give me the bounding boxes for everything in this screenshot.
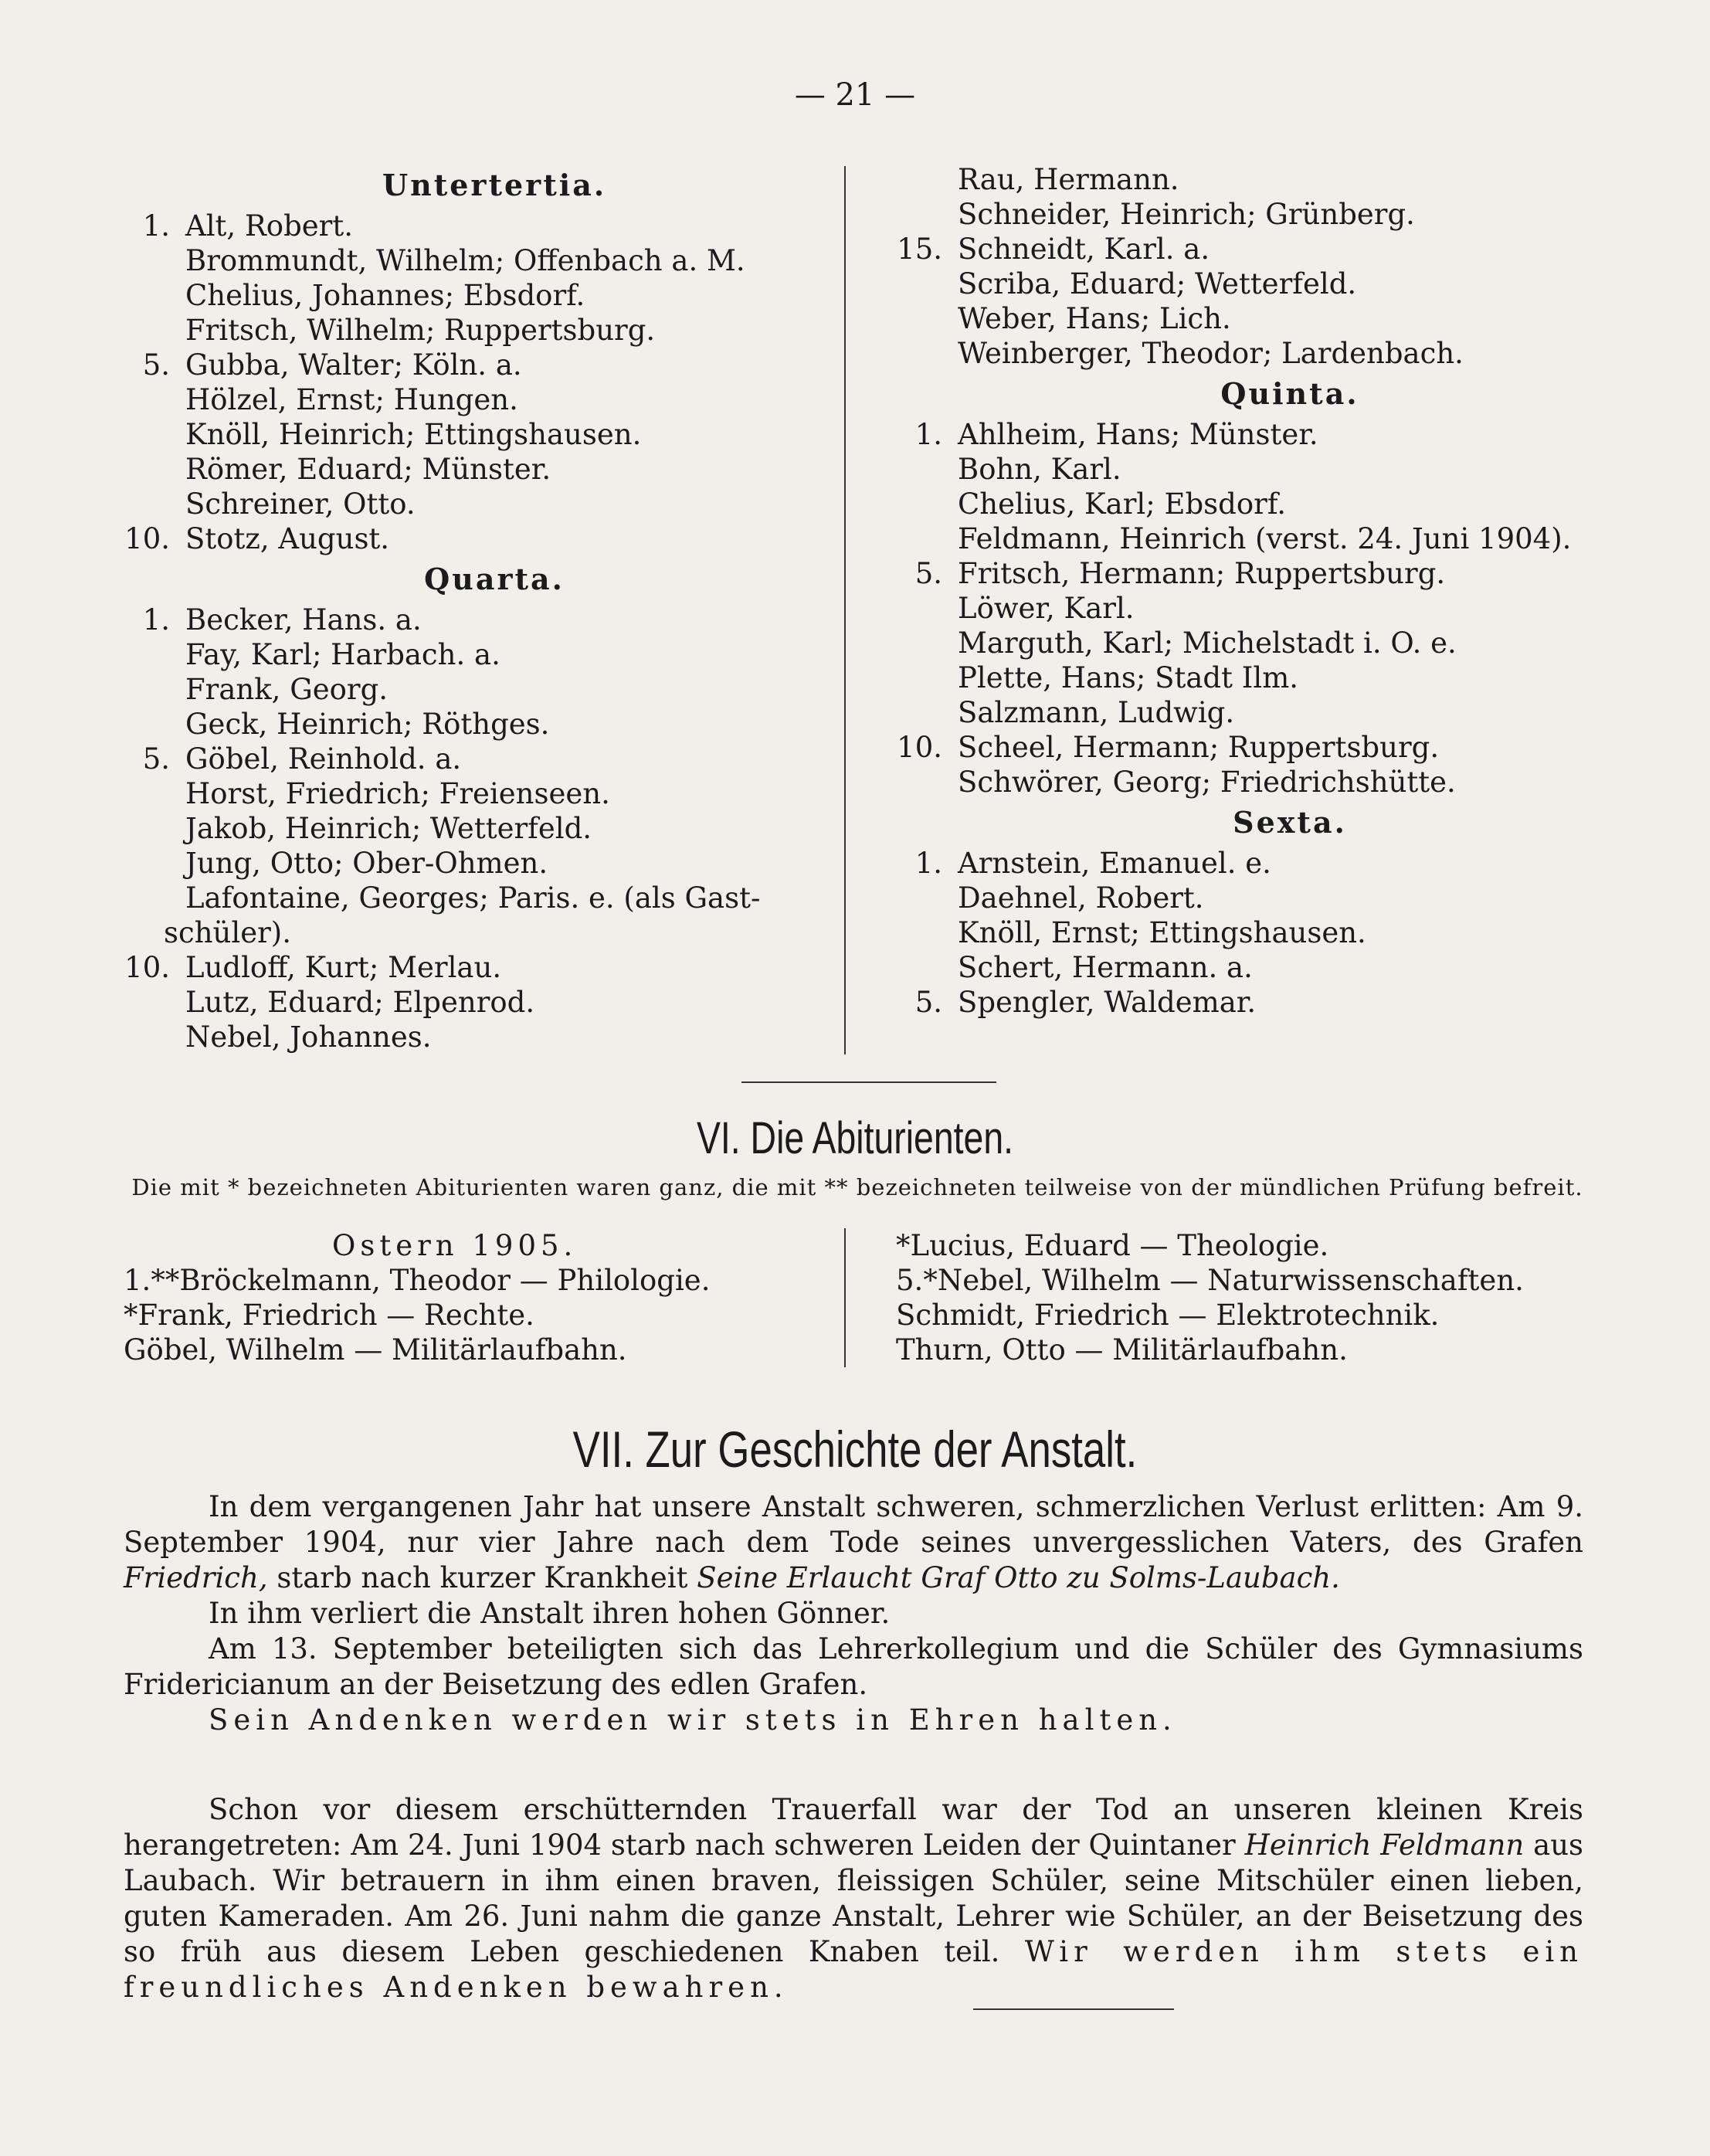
entry-number: 1. xyxy=(142,209,170,243)
entry-text: Weber, Hans; Lich. xyxy=(958,302,1231,335)
graduate-entry xyxy=(124,1298,819,1333)
paragraph-funeral: Am 13. September beteiligten sich das Lehrerkollegium und die Schüler des Gymnasiums Fridericianum an der Beisetzung des edlen Grafen. xyxy=(124,1632,1583,1701)
student-entry xyxy=(124,846,819,881)
name-graf-otto: Seine Erlaucht Graf Otto zu Solms-Laubach. xyxy=(697,1561,1340,1594)
heading-untertertia: Untertertia. xyxy=(382,168,607,202)
entry-number: 5. xyxy=(142,348,170,382)
entry-text: Horst, Friedrich; Freienseen. xyxy=(185,777,610,810)
section-title-abiturienten: VI. Die Abiturienten. xyxy=(696,1113,1014,1163)
entry-text: Chelius, Johannes; Ebsdorf. xyxy=(185,279,585,312)
entry-number: 1. xyxy=(124,1264,151,1297)
entry-text: Fritsch, Wilhelm; Ruppertsburg. xyxy=(185,314,656,347)
entry-text: Fritsch, Hermann; Ruppertsburg. xyxy=(958,557,1446,590)
entry-text: Schneidt, Karl. a. xyxy=(958,233,1210,266)
entry-text: Schwörer, Georg; Friedrichshütte. xyxy=(958,766,1456,799)
paragraph-memory: Sein Andenken werden wir stets in Ehren halten. xyxy=(209,1703,1177,1737)
student-entry xyxy=(896,660,1637,695)
column-divider xyxy=(844,166,846,1054)
entry-text: Scriba, Eduard; Wetterfeld. xyxy=(958,267,1357,300)
entry-number: 1. xyxy=(914,418,942,451)
graduate-entry xyxy=(124,1263,819,1298)
entry-text: Ahlheim, Hans; Münster. xyxy=(958,418,1318,451)
name-heinrich-feldmann: Heinrich Feldmann xyxy=(1244,1828,1525,1862)
entry-text: Geck, Heinrich; Röthges. xyxy=(185,708,550,741)
entry-text: Jung, Otto; Ober-Ohmen. xyxy=(185,847,548,880)
student-entry xyxy=(124,950,819,985)
student-entry xyxy=(896,695,1637,730)
entry-text: Schneider, Heinrich; Grünberg. xyxy=(958,198,1415,231)
paragraph-loss-text: In dem vergangenen Jahr hat unsere Anstalt schweren, schmerzlichen Verlust erlitten: Am 9. September 1904, nur vier Jahre nach dem Tode seines unvergesslichen Vaters, des Grafen xyxy=(124,1490,1583,1559)
student-entry xyxy=(124,313,819,348)
graduate-entry xyxy=(896,1298,1637,1333)
student-entry xyxy=(124,603,819,637)
student-entry xyxy=(124,487,819,521)
student-entry xyxy=(896,197,1637,232)
entry-text: Knöll, Heinrich; Ettingshausen. xyxy=(185,418,642,451)
exam-term: Ostern 1905. xyxy=(332,1229,578,1262)
abiturienten-left xyxy=(124,1228,819,1367)
abiturienten-right-list xyxy=(896,1228,1637,1367)
student-entry xyxy=(124,985,819,1020)
entry-number: 15. xyxy=(897,233,942,266)
entry-text: Arnstein, Emanuel. e. xyxy=(958,847,1271,880)
student-entry xyxy=(124,915,819,950)
student-entry xyxy=(896,985,1637,1020)
student-entry xyxy=(896,521,1637,556)
paragraph-feldmann-text: Schon vor diesem erschütternden Trauerfall war der Tod an unseren kleinen Kreis herangetreten: Am 24. Juni 1904 starb nach schweren Leiden der Quintaner xyxy=(124,1793,1583,1862)
entry-text: Hölzel, Ernst; Hungen. xyxy=(185,383,518,416)
left-column xyxy=(124,162,819,1054)
student-entry xyxy=(896,417,1637,452)
entry-text: **Bröckelmann, Theodor — Philologie. xyxy=(151,1264,711,1297)
graduate-entry xyxy=(896,1333,1637,1367)
entry-number: 10. xyxy=(124,522,170,555)
entry-text: Brommundt, Wilhelm; Offenbach a. M. xyxy=(185,244,745,277)
student-entry xyxy=(124,776,819,811)
entry-text: *Nebel, Wilhelm — Naturwissenschaften. xyxy=(923,1264,1524,1297)
entry-text: Frank, Georg. xyxy=(185,673,388,706)
entry-text: Bohn, Karl. xyxy=(958,453,1121,486)
entry-text: Fay, Karl; Harbach. a. xyxy=(185,638,500,671)
entry-text: Lutz, Eduard; Elpenrod. xyxy=(185,986,535,1019)
student-entry xyxy=(124,881,819,915)
student-entry xyxy=(896,881,1637,915)
entry-text: Scheel, Hermann; Ruppertsburg. xyxy=(958,731,1440,764)
student-entry xyxy=(124,243,819,278)
student-entry xyxy=(124,637,819,672)
student-entry xyxy=(124,707,819,742)
heading-quarta: Quarta. xyxy=(424,562,565,596)
untertertia-list xyxy=(124,209,819,556)
student-entry xyxy=(896,730,1637,765)
entry-text: Alt, Robert. xyxy=(185,209,353,243)
heading-quinta: Quinta. xyxy=(1220,376,1359,411)
abiturienten-divider xyxy=(844,1228,846,1367)
entry-text: *Lucius, Eduard — Theologie. xyxy=(896,1229,1329,1262)
entry-text: Jakob, Heinrich; Wetterfeld. xyxy=(185,812,592,845)
entry-text: Göbel, Wilhelm — Militärlaufbahn. xyxy=(124,1333,627,1367)
entry-text: Spengler, Waldemar. xyxy=(958,986,1257,1019)
entry-number: 5. xyxy=(914,557,942,590)
entry-text: Ludloff, Kurt; Merlau. xyxy=(185,951,502,984)
entry-text: Gubba, Walter; Köln. a. xyxy=(185,348,522,382)
student-entry xyxy=(124,521,819,556)
entry-text: Schreiner, Otto. xyxy=(185,487,416,521)
entry-text: Stotz, August. xyxy=(185,522,390,555)
student-entry xyxy=(124,742,819,776)
entry-text: Weinberger, Theodor; Lardenbach. xyxy=(958,337,1464,370)
abiturienten-note: Die mit * bezeichneten Abiturienten waren ganz, die mit ** bezeichneten teilweise von der mündlichen Prüfung befreit. xyxy=(131,1174,1583,1200)
paragraph-patron: In ihm verliert die Anstalt ihren hohen Gönner. xyxy=(209,1597,891,1630)
entry-number: 1. xyxy=(142,603,170,637)
entry-text: Göbel, Reinhold. a. xyxy=(185,742,462,776)
name-friedrich: Friedrich, xyxy=(124,1561,268,1594)
student-entry xyxy=(896,162,1637,197)
entry-text: Nebel, Johannes. xyxy=(185,1020,432,1054)
untertertia-continued-list xyxy=(896,162,1637,371)
entry-text: Becker, Hans. a. xyxy=(185,603,422,637)
student-entry xyxy=(124,382,819,417)
paragraph-loss xyxy=(124,1489,1583,1596)
quinta-list xyxy=(896,417,1637,800)
entry-text: Lafontaine, Georges; Paris. e. (als Gast- xyxy=(185,881,761,915)
student-entry xyxy=(896,336,1637,371)
entry-number: 5. xyxy=(896,1264,924,1297)
entry-number: 1. xyxy=(914,847,942,880)
quarta-list xyxy=(124,603,819,1054)
heading-sexta: Sexta. xyxy=(1233,805,1347,840)
entry-number: 10. xyxy=(124,951,170,984)
end-rule xyxy=(973,2008,1174,2010)
student-entry xyxy=(124,452,819,487)
student-entry xyxy=(124,672,819,707)
paragraph-feldmann xyxy=(124,1792,1583,2005)
entry-text: Löwer, Karl. xyxy=(958,592,1135,625)
entry-number: 10. xyxy=(897,731,942,764)
student-entry xyxy=(896,846,1637,881)
student-entry xyxy=(124,811,819,846)
entry-text: Schmidt, Friedrich — Elektrotechnik. xyxy=(896,1299,1440,1332)
page-number: — 21 — xyxy=(794,77,916,113)
entry-text: Knöll, Ernst; Ettingshausen. xyxy=(958,916,1366,949)
student-entry xyxy=(896,301,1637,336)
entry-text: Schert, Hermann. a. xyxy=(958,951,1253,984)
entry-text: Römer, Eduard; Münster. xyxy=(185,453,551,486)
paragraph-loss-text-2: starb nach kurzer Krankheit xyxy=(277,1561,688,1594)
student-entry xyxy=(896,267,1637,301)
graduate-entry xyxy=(896,1263,1637,1298)
graduate-entry xyxy=(124,1333,819,1367)
paragraph-feldmann-closing: Wir werden ihm stets ein freundliches Andenken bewahren. xyxy=(124,1935,1584,2004)
student-entry xyxy=(124,278,819,313)
student-entry xyxy=(896,915,1637,950)
student-entry xyxy=(124,417,819,452)
entry-number: 5. xyxy=(142,742,170,776)
graduate-entry xyxy=(896,1228,1637,1263)
entry-text: Rau, Hermann. xyxy=(958,163,1179,196)
student-entry xyxy=(896,950,1637,985)
section-title-geschichte: VII. Zur Geschichte der Anstalt. xyxy=(572,1421,1138,1478)
sexta-list xyxy=(896,846,1637,1020)
entry-text: Plette, Hans; Stadt Ilm. xyxy=(958,661,1299,694)
entry-text: Salzmann, Ludwig. xyxy=(958,696,1235,729)
student-entry xyxy=(896,591,1637,626)
student-entry xyxy=(896,626,1637,660)
right-column xyxy=(896,162,1637,1020)
entry-text: Chelius, Karl; Ebsdorf. xyxy=(958,487,1286,521)
entry-number: 5. xyxy=(914,986,942,1019)
entry-text: schüler). xyxy=(164,916,291,949)
abiturienten-right xyxy=(896,1228,1637,1367)
student-entry xyxy=(896,452,1637,487)
entry-text: Thurn, Otto — Militärlaufbahn. xyxy=(896,1333,1348,1367)
student-entry xyxy=(896,556,1637,591)
section-divider xyxy=(741,1081,996,1083)
student-entry xyxy=(124,209,819,243)
paragraph-feldmann-text-2: aus Laubach. Wir betrauern in ihm einen braven, fleissigen Schüler, seine Mitschüler einen lieben, guten Kameraden. Am 26. Juni nahm die ganze Anstalt, Lehrer wie Schüler, an der Beisetzung des so früh aus diesem Leben geschiedenen Knaben teil. xyxy=(124,1828,1584,1968)
student-entry xyxy=(124,1020,819,1054)
student-entry xyxy=(124,348,819,382)
abiturienten-left-list xyxy=(124,1263,819,1367)
entry-text: Daehnel, Robert. xyxy=(958,881,1204,915)
entry-text: *Frank, Friedrich — Rechte. xyxy=(124,1299,534,1332)
entry-text: Marguth, Karl; Michelstadt i. O. e. xyxy=(958,626,1457,660)
student-entry xyxy=(896,765,1637,800)
entry-text: Feldmann, Heinrich (verst. 24. Juni 1904). xyxy=(958,522,1572,555)
student-entry xyxy=(896,232,1637,267)
student-entry xyxy=(896,487,1637,521)
